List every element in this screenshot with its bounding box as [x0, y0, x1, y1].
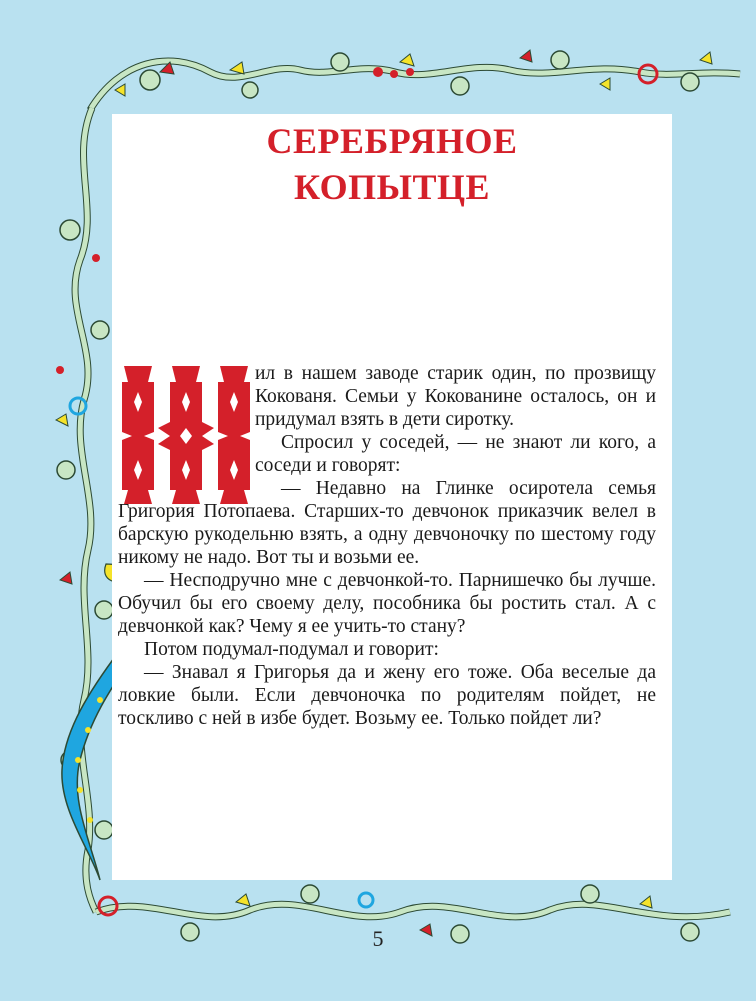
paragraph-6: — Знавал я Григорья да и жену его тоже. Оба веселые да ловкие были. Если девчоночка по родителям пойдет, не тоскливо с ней в избе будет. Возьму ее. Только пойдет ли?	[118, 662, 656, 729]
title-line-1: СЕРЕБРЯНОЕ	[266, 121, 518, 161]
paragraph-3: — Недавно на Глинке осиротела семья Григория Потопаева. Старших-то девчонок приказчик велел в барскую рукодельню взять, а одну девчоночку по шестому году никому не надо. Вот ты и возьми ее.	[118, 478, 656, 568]
page-title	[112, 118, 672, 210]
title-line-2: КОПЫТЦЕ	[293, 167, 491, 207]
paragraph-1: ил в нашем заводе старик один, по прозвищу Кокованя. Семьи у Кокованине осталось, он и придумал взять в дети сиротку.	[255, 363, 656, 430]
page-number: 5	[372, 926, 384, 951]
paragraph-2: Спросил у соседей, — не знают ли кого, а соседи и говорят:	[255, 432, 656, 476]
story-text	[118, 362, 656, 730]
paragraph-5: Потом подумал-подумал и говорит:	[144, 639, 439, 660]
paragraph-4: — Несподручно мне с девчонкой-то. Парнишечко бы лучше. Обучил бы его своему делу, пособника бы ростить стал. А с девчонкой как? Чему я ее учить-то стану?	[118, 570, 656, 637]
